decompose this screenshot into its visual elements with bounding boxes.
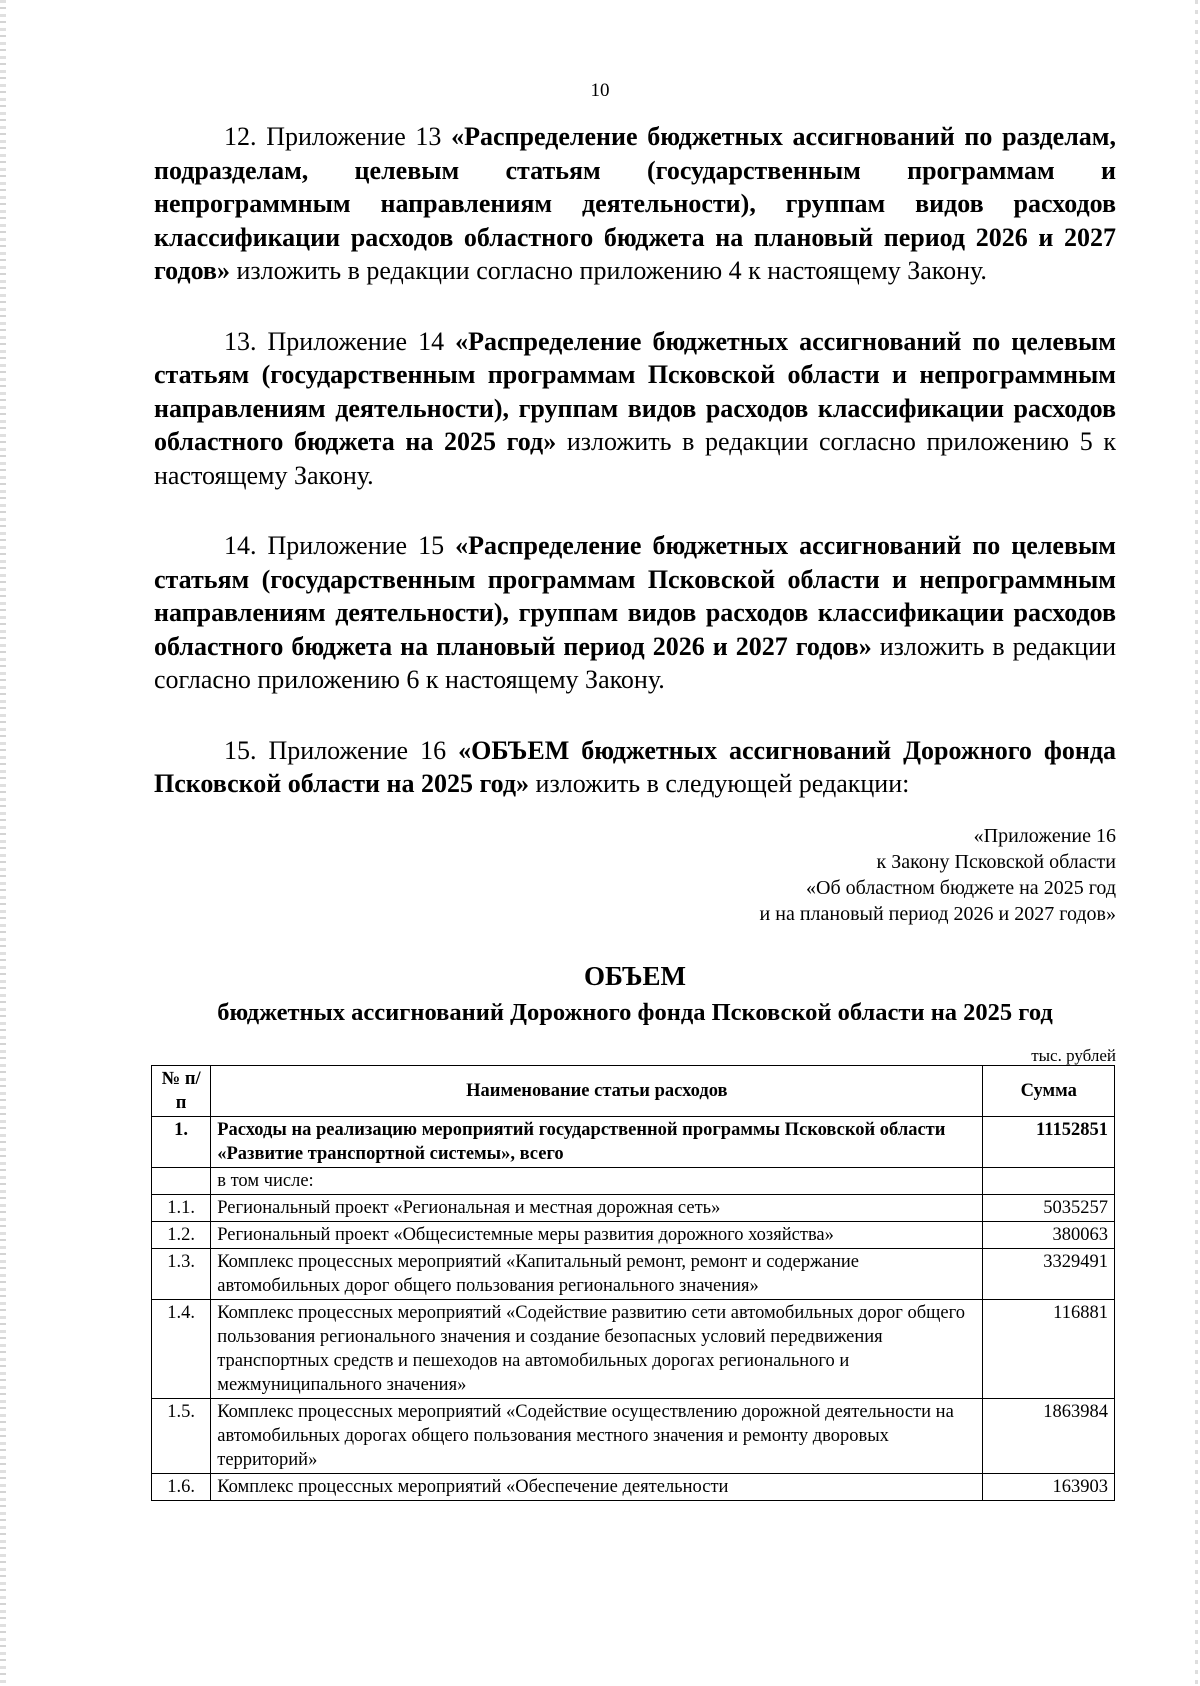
paragraph-prefix: 13. Приложение 14 [224, 326, 456, 356]
paragraph-bold-title: «Распределение бюджетных ассигнований по целевым статьям (государственным программам Псковской области и непрограммным направлениям деятельности), группам видов расходов классификации расходов областного бюджета на плановый период 2026 и 2027 годов» [154, 531, 1116, 661]
header-sum: Сумма [983, 1065, 1115, 1116]
units-label: тыс. рублей [1031, 1045, 1116, 1065]
row-name: Комплекс процессных мероприятий «Содействие осуществлению дорожной деятельности на автомобильных дорогах общего пользования местного значения и ремонту дворовых территорий» [211, 1398, 983, 1473]
row-sum: 3329491 [983, 1248, 1115, 1299]
table-row [152, 1248, 1115, 1299]
paragraph-suffix: изложить в редакции согласно приложению 6 к настоящему Закону. [154, 631, 1116, 694]
row-name: Расходы на реализацию мероприятий государственной программы Псковской области «Развитие транспортной системы», всего [211, 1116, 983, 1167]
row-num: 1.1. [152, 1194, 211, 1221]
table-row [152, 1299, 1115, 1398]
paragraph-15 [154, 734, 1116, 801]
appendix-ref-line: к Закону Псковской области [876, 850, 1116, 873]
row-sum: 11152851 [983, 1116, 1115, 1167]
paragraph-suffix: изложить в следующей редакции: [529, 769, 910, 798]
appendix-ref-line: и на плановый период 2026 и 2027 годов» [759, 902, 1116, 925]
paragraph-prefix: 12. Приложение 13 [224, 122, 452, 151]
row-sum [983, 1167, 1115, 1194]
row-name: Комплекс процессных мероприятий «Обеспечение деятельности [211, 1473, 983, 1500]
paragraph-bold-title: «Распределение бюджетных ассигнований по разделам, подразделам, целевым статьям (государственным программам и непрограммным направлениям деятельности), группам видов расходов классификации расходов областного бюджета на плановый период 2026 и 2027 годов» [154, 122, 1117, 285]
scan-edge-right [1195, 0, 1198, 1686]
row-num: 1.4. [152, 1299, 211, 1398]
appendix-ref-line: «Приложение 16 [973, 824, 1116, 847]
row-sum: 1863984 [983, 1398, 1115, 1473]
row-num: 1. [152, 1116, 211, 1167]
row-sum: 116881 [983, 1299, 1115, 1398]
row-name: Региональный проект «Общесистемные меры развития дорожного хозяйства» [211, 1221, 983, 1248]
table-row [152, 1116, 1115, 1167]
page-number: 10 [590, 80, 610, 101]
table-row [152, 1167, 1115, 1194]
paragraph-bold-title: «Распределение бюджетных ассигнований по целевым статьям (государственным программам Псковской области и непрограммным направлениям деятельности), группам видов расходов классификации расходов областного бюджета на 2025 год» [154, 326, 1116, 456]
scan-edge-left [0, 0, 6, 1686]
paragraph-prefix: 15. Приложение 16 [224, 735, 459, 765]
row-num [152, 1167, 211, 1194]
row-num: 1.2. [152, 1221, 211, 1248]
row-sum: 5035257 [983, 1194, 1115, 1221]
paragraph-14 [154, 529, 1116, 697]
appendix-reference [154, 823, 1116, 927]
row-name: Региональный проект «Региональная и местная дорожная сеть» [211, 1194, 983, 1221]
budget-table [151, 1065, 1115, 1501]
paragraph-bold-title: «ОБЪЕМ бюджетных ассигнований Дорожного фонда Псковской области на 2025 год» [154, 735, 1116, 798]
table-row [152, 1473, 1115, 1500]
document-body [154, 120, 1116, 1501]
row-num: 1.3. [152, 1248, 211, 1299]
paragraph-suffix: изложить в редакции согласно приложению 4 к настоящему Закону. [229, 256, 987, 285]
row-name: Комплекс процессных мероприятий «Капитальный ремонт, ремонт и содержание автомобильных дорог общего пользования регионального значения» [211, 1248, 983, 1299]
row-num: 1.5. [152, 1398, 211, 1473]
header-name: Наименование статьи расходов [211, 1065, 983, 1116]
document-title: ОБЪЕМ [584, 960, 686, 991]
row-name: в том числе: [211, 1167, 983, 1194]
document-subtitle: бюджетных ассигнований Дорожного фонда Псковской области на 2025 год [217, 998, 1053, 1026]
row-name: Комплекс процессных мероприятий «Содействие развитию сети автомобильных дорог общего пользования регионального значения и создание безопасных условий передвижения транспортных средств и пешеходов на автомобильных дорогах регионального и межмуниципального значения» [211, 1299, 983, 1398]
table-header-row [152, 1065, 1115, 1116]
row-sum: 163903 [983, 1473, 1115, 1500]
paragraph-12 [154, 120, 1116, 288]
table-row [152, 1221, 1115, 1248]
table-row [152, 1194, 1115, 1221]
paragraph-prefix: 14. Приложение 15 [224, 531, 456, 560]
appendix-ref-line: «Об областном бюджете на 2025 год [806, 876, 1116, 899]
table-row [152, 1398, 1115, 1473]
row-sum: 380063 [983, 1221, 1115, 1248]
paragraph-13 [154, 325, 1116, 493]
paragraph-suffix: изложить в редакции согласно приложению 5 к настоящему Закону. [154, 427, 1117, 490]
header-num: № п/п [152, 1065, 211, 1116]
row-num: 1.6. [152, 1473, 211, 1500]
